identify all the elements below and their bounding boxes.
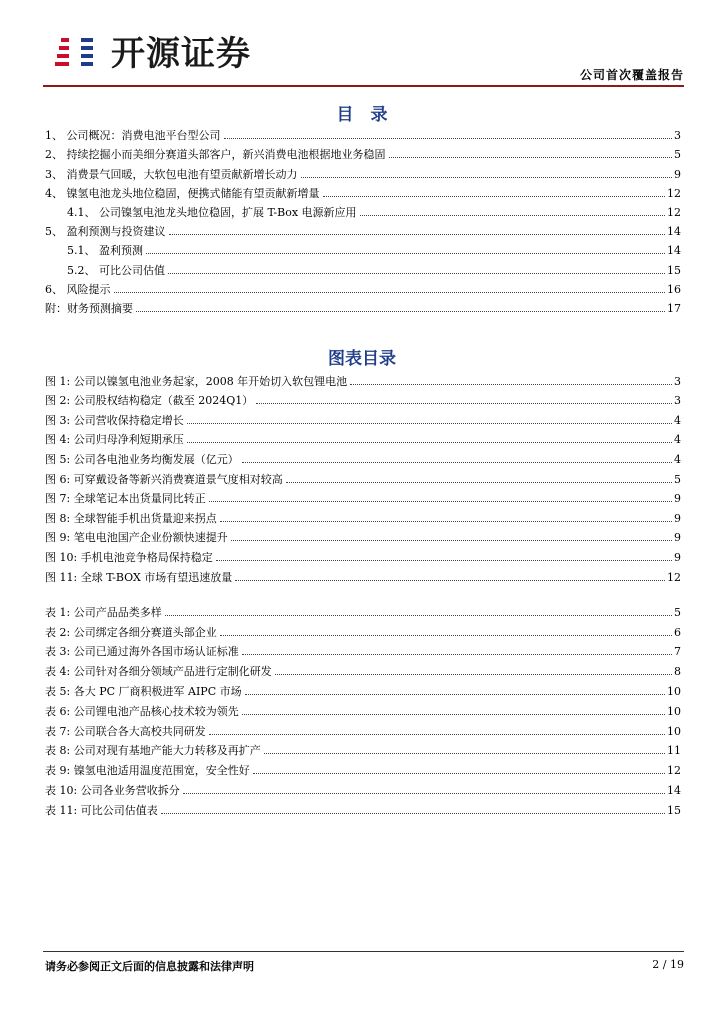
dot-leader <box>231 539 672 541</box>
toc-entry-label: 3、 消费景气回暖，大软包电池有望贡献新增长动力 <box>45 167 298 181</box>
figure-entry-label: 图 8: 全球智能手机出货量迎来拐点 <box>45 511 217 525</box>
table-entry-page: 10 <box>667 704 681 718</box>
dot-leader <box>323 195 666 197</box>
table-entry[interactable] <box>45 678 681 698</box>
dot-leader <box>242 461 672 463</box>
table-entry-label: 表 10: 公司各业务营收拆分 <box>45 783 180 797</box>
dot-leader <box>224 137 673 139</box>
figure-entry[interactable] <box>45 388 681 408</box>
dot-leader <box>389 156 673 158</box>
toc-entry-page: 9 <box>674 167 681 181</box>
toc-entry[interactable] <box>45 238 681 257</box>
dot-leader <box>360 214 665 216</box>
dot-leader <box>245 693 665 695</box>
logo-mark-icon <box>43 26 107 74</box>
table-entry-page: 12 <box>667 764 681 778</box>
footer-divider <box>43 951 684 952</box>
table-entry[interactable] <box>45 757 681 777</box>
footer-disclaimer[interactable]: 请务必参阅正文后面的信息披露和法律声明 <box>45 960 254 973</box>
dot-leader <box>169 233 666 235</box>
logo-text: 开源证券 <box>111 33 251 74</box>
toc-entry[interactable] <box>45 200 681 219</box>
toc-entry-label: 2、 持续挖掘小而美细分赛道头部客户，新兴消费电池根据地业务稳固 <box>45 148 386 162</box>
toc-entry-page: 3 <box>674 129 681 143</box>
figure-entry-label: 图 6: 可穿戴设备等新兴消费赛道景气度相对较高 <box>45 472 283 486</box>
figures-list <box>45 368 681 584</box>
figure-entry-page: 4 <box>674 413 681 427</box>
table-entry[interactable] <box>45 738 681 758</box>
dot-leader <box>183 792 665 794</box>
figure-entry[interactable] <box>45 427 681 447</box>
toc-entry[interactable] <box>45 123 681 142</box>
table-entry-page: 6 <box>674 625 681 639</box>
figure-entry-label: 图 1: 公司以镍氢电池业务起家，2008 年开始切入软包锂电池 <box>45 374 348 388</box>
table-entry[interactable] <box>45 658 681 678</box>
dot-leader <box>286 481 672 483</box>
table-entry-label: 表 1: 公司产品品类多样 <box>45 605 162 619</box>
dot-leader <box>168 272 665 274</box>
table-entry-page: 10 <box>667 724 681 738</box>
dot-leader <box>301 176 673 178</box>
figure-entry[interactable] <box>45 407 681 427</box>
table-entry-page: 11 <box>667 744 681 758</box>
page-number: 2 / 19 <box>652 958 684 971</box>
table-entry-label: 表 4: 公司针对各细分领域产品进行定制化研发 <box>45 665 272 679</box>
dot-leader <box>220 634 672 636</box>
toc-entry[interactable] <box>45 277 681 296</box>
dot-leader <box>235 579 665 581</box>
figure-entry-label: 图 10: 手机电池竞争格局保持稳定 <box>45 550 213 564</box>
table-entry[interactable] <box>45 718 681 738</box>
toc-entry-label: 5.1、 盈利预测 <box>67 244 143 258</box>
table-entry-page: 5 <box>674 605 681 619</box>
report-type: 公司首次覆盖报告 <box>579 68 684 82</box>
table-entry[interactable] <box>45 639 681 659</box>
dot-leader <box>209 733 665 735</box>
dot-leader <box>253 772 665 774</box>
figure-entry[interactable] <box>45 525 681 545</box>
toc-entry-page: 12 <box>667 186 681 200</box>
toc-entry-label: 6、 风险提示 <box>45 282 111 296</box>
toc-entry-page: 14 <box>667 244 681 258</box>
table-entry[interactable] <box>45 599 681 619</box>
dot-leader <box>136 310 665 312</box>
toc-entry-page: 5 <box>674 148 681 162</box>
dot-leader <box>264 752 665 754</box>
tables-list <box>45 599 681 817</box>
figure-entry-page: 12 <box>667 570 681 584</box>
figure-entry-label: 图 9: 笔电电池国产企业份额快速提升 <box>45 531 228 545</box>
table-entry-label: 表 11: 可比公司估值表 <box>45 803 158 817</box>
table-entry-page: 7 <box>674 645 681 659</box>
dot-leader <box>242 713 665 715</box>
dot-leader <box>161 812 665 814</box>
toc-entry-page: 14 <box>667 225 681 239</box>
toc-entry[interactable] <box>45 161 681 180</box>
toc-entry[interactable] <box>45 219 681 238</box>
figure-entry[interactable] <box>45 368 681 388</box>
figure-entry[interactable] <box>45 544 681 564</box>
toc-entry-label: 附：财务预测摘要 <box>45 301 133 315</box>
table-entry-page: 8 <box>674 665 681 679</box>
dot-leader <box>242 653 672 655</box>
figure-entry-label: 图 3: 公司营收保持稳定增长 <box>45 413 184 427</box>
dot-leader <box>187 441 672 443</box>
figure-entry-label: 图 7: 全球笔记本出货量同比转正 <box>45 492 206 506</box>
page-header <box>43 18 684 82</box>
toc-entry[interactable] <box>45 257 681 276</box>
toc-entry-label: 4、 镍氢电池龙头地位稳固，便携式储能有望贡献新增量 <box>45 186 320 200</box>
table-entry[interactable] <box>45 777 681 797</box>
dot-leader <box>187 422 672 424</box>
toc-entry[interactable] <box>45 296 681 315</box>
dot-leader <box>220 520 672 522</box>
table-entry-label: 表 5: 各大 PC 厂商积极进军 AIPC 市场 <box>45 684 242 698</box>
figure-entry-label: 图 2: 公司股权结构稳定（截至 2024Q1） <box>45 394 254 408</box>
dot-leader <box>165 614 672 616</box>
figure-entry[interactable] <box>45 564 681 584</box>
figure-entry-page: 4 <box>674 433 681 447</box>
figures-title: 图表目录 <box>328 349 396 369</box>
toc-entry[interactable] <box>45 142 681 161</box>
figure-entry-page: 5 <box>674 472 681 486</box>
figure-entry-page: 9 <box>674 531 681 545</box>
figure-entry-page: 9 <box>674 511 681 525</box>
toc-entry-page: 16 <box>667 282 681 296</box>
figure-entry-page: 3 <box>674 374 681 388</box>
table-entry-page: 14 <box>667 783 681 797</box>
figure-entry-page: 9 <box>674 550 681 564</box>
table-entry-label: 表 2: 公司绑定各细分赛道头部企业 <box>45 625 217 639</box>
table-entry-label: 表 6: 公司锂电池产品核心技术较为领先 <box>45 704 239 718</box>
dot-leader <box>146 252 665 254</box>
table-entry[interactable] <box>45 797 681 817</box>
table-entry-label: 表 3: 公司已通过海外各国市场认证标准 <box>45 645 239 659</box>
toc-entry-label: 5、 盈利预测与投资建议 <box>45 225 166 239</box>
table-entry-page: 15 <box>667 803 681 817</box>
table-entry[interactable] <box>45 698 681 718</box>
figure-entry-label: 图 4: 公司归母净利短期承压 <box>45 433 184 447</box>
figure-entry-label: 图 5: 公司各电池业务均衡发展（亿元） <box>45 452 239 466</box>
toc-entry[interactable] <box>45 181 681 200</box>
toc-entry-label: 5.2、 可比公司估值 <box>67 263 165 277</box>
dot-leader <box>216 559 672 561</box>
table-entry[interactable] <box>45 619 681 639</box>
toc-list <box>45 123 681 315</box>
table-entry-label: 表 7: 公司联合各大高校共同研发 <box>45 724 206 738</box>
figure-entry[interactable] <box>45 505 681 525</box>
figure-entry[interactable] <box>45 486 681 506</box>
dot-leader <box>209 500 672 502</box>
toc-entry-label: 4.1、 公司镍氢电池龙头地位稳固，扩展 T-Box 电源新应用 <box>67 205 357 219</box>
table-entry-label: 表 9: 镍氢电池适用温度范围宽，安全性好 <box>45 764 250 778</box>
dot-leader <box>275 673 672 675</box>
figure-entry-page: 4 <box>674 452 681 466</box>
toc-entry-page: 15 <box>667 263 681 277</box>
figure-entry-label: 图 11: 全球 T-BOX 市场有望迅速放量 <box>45 570 233 584</box>
dot-leader <box>114 291 666 293</box>
figure-entry[interactable] <box>45 466 681 486</box>
toc-entry-label: 1、 公司概况：消费电池平台型公司 <box>45 129 221 143</box>
toc-entry-page: 12 <box>667 205 681 219</box>
dot-leader <box>256 402 672 404</box>
company-logo <box>43 26 251 74</box>
toc-entry-page: 17 <box>667 301 681 315</box>
dot-leader <box>350 383 672 385</box>
figure-entry[interactable] <box>45 446 681 466</box>
table-entry-label: 表 8: 公司对现有基地产能大力转移及再扩产 <box>45 744 261 758</box>
toc-title: 目 录 <box>336 105 388 125</box>
figure-entry-page: 9 <box>674 492 681 506</box>
figure-entry-page: 3 <box>674 394 681 408</box>
table-entry-page: 10 <box>667 684 681 698</box>
header-divider <box>43 85 684 87</box>
